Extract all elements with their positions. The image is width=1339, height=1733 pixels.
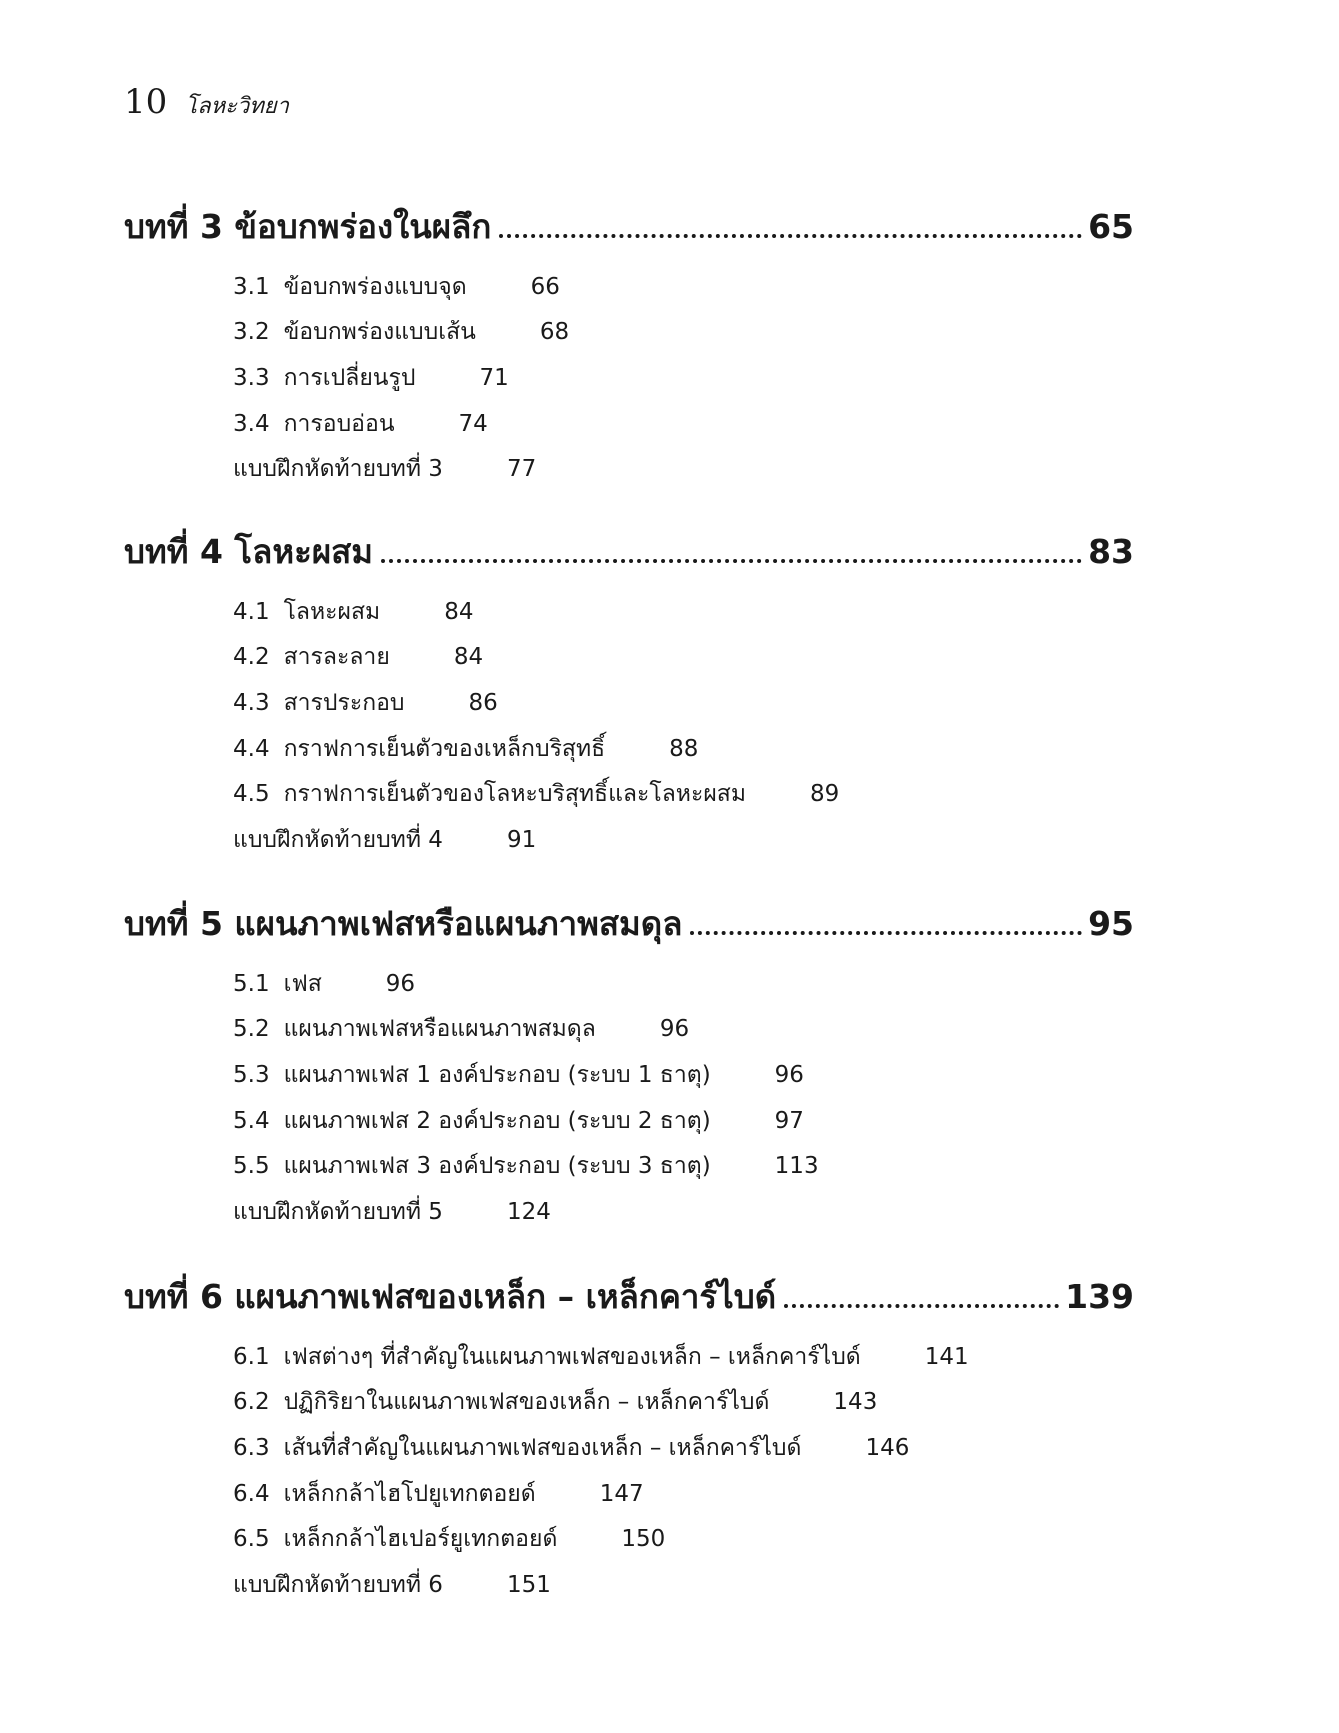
chapter-heading[interactable] <box>124 897 1134 955</box>
chapter-page-number: 95 <box>1088 904 1134 943</box>
section-title: ปฏิกิริยาในแผนภาพเฟสของเหล็ก – เหล็กคาร์ไบด์ <box>283 1389 770 1416</box>
chapter-title: บทที่ 5 แผนภาพเฟสหรือแผนภาพสมดุล <box>124 904 683 943</box>
section-number: 4.5 <box>233 781 270 808</box>
dot-leader <box>690 931 1082 935</box>
chapter-page-number: 65 <box>1088 207 1134 246</box>
section-title: เส้นที่สำคัญในแผนภาพเฟสของเหล็ก – เหล็กคาร์ไบด์ <box>283 1434 802 1461</box>
dot-leader <box>499 234 1082 238</box>
toc-entry[interactable] <box>233 1562 1133 1608</box>
section-title: โลหะผสม <box>283 598 381 625</box>
section-page-number: 77 <box>506 456 537 483</box>
section-page-number: 151 <box>506 1571 551 1598</box>
section-page-number: 74 <box>458 410 488 437</box>
chapter-title: บทที่ 6 แผนภาพเฟสของเหล็ก – เหล็กคาร์ไบด์ <box>124 1277 777 1316</box>
toc-entry[interactable] <box>233 310 1133 356</box>
section-title: แผนภาพเฟส 2 องค์ประกอบ (ระบบ 2 ธาตุ) <box>283 1107 711 1134</box>
section-number: 6.3 <box>233 1434 270 1461</box>
section-number: 3.4 <box>233 410 270 437</box>
section-number: 3.1 <box>233 273 270 300</box>
toc-entry[interactable] <box>233 680 1133 726</box>
dot-leader <box>784 1304 1059 1308</box>
section-number: 4.3 <box>233 689 270 716</box>
section-page-number: 96 <box>385 970 416 997</box>
section-number: 4.4 <box>233 735 270 762</box>
section-list <box>233 961 1133 1235</box>
section-number: 3.3 <box>233 364 270 391</box>
toc-entry[interactable] <box>233 1143 1133 1189</box>
toc-entry[interactable] <box>233 961 1133 1007</box>
chapter-heading[interactable] <box>124 1270 1134 1328</box>
section-title: เหล็กกล้าไฮโปยูเทกตอยด์ <box>283 1480 536 1507</box>
toc-entry[interactable] <box>233 1380 1133 1426</box>
dot-leader <box>381 559 1082 563</box>
section-number: 6.4 <box>233 1480 270 1507</box>
section-title: กราฟการเย็นตัวของโลหะบริสุทธิ์และโลหะผสม <box>283 781 746 808</box>
section-page-number: 96 <box>774 1061 804 1088</box>
section-title: แผนภาพเฟส 1 องค์ประกอบ (ระบบ 1 ธาตุ) <box>283 1061 711 1088</box>
section-page-number: 124 <box>506 1198 551 1225</box>
section-title: เหล็กกล้าไฮเปอร์ยูเทกตอยด์ <box>283 1526 558 1553</box>
section-page-number: 84 <box>444 598 474 625</box>
chapter-heading[interactable] <box>124 525 1134 583</box>
section-title: การเปลี่ยนรูป <box>283 364 416 391</box>
page-header <box>124 82 289 126</box>
section-title: ข้อบกพร่องแบบเส้น <box>283 319 476 346</box>
section-page-number: 150 <box>621 1526 666 1553</box>
toc-entry[interactable] <box>233 1471 1133 1517</box>
section-title: แบบฝึกหัดท้ายบทที่ 3 <box>233 456 443 483</box>
section-number: 3.2 <box>233 319 270 346</box>
toc-entry[interactable] <box>233 1189 1133 1235</box>
section-title: กราฟการเย็นตัวของเหล็กบริสุทธิ์ <box>283 735 606 762</box>
section-number: 5.1 <box>233 970 270 997</box>
toc-entry[interactable] <box>233 1098 1133 1144</box>
chapter-heading[interactable] <box>124 200 1134 258</box>
toc-entry[interactable] <box>233 1334 1133 1380</box>
toc-entry[interactable] <box>233 635 1133 681</box>
toc-entry[interactable] <box>233 1516 1133 1562</box>
section-title: สารละลาย <box>283 644 390 671</box>
section-page-number: 91 <box>506 826 537 853</box>
section-list <box>233 264 1133 492</box>
section-page-number: 97 <box>774 1107 804 1134</box>
section-number: 6.5 <box>233 1526 270 1553</box>
toc-entry[interactable] <box>233 1425 1133 1471</box>
section-number: 5.2 <box>233 1016 270 1043</box>
toc-entry[interactable] <box>233 1052 1133 1098</box>
section-page-number: 88 <box>669 735 699 762</box>
chapter-page-number: 83 <box>1088 532 1134 571</box>
section-list <box>233 589 1133 863</box>
section-number: 6.1 <box>233 1343 270 1370</box>
toc-entry[interactable] <box>233 1007 1133 1053</box>
section-number: 5.3 <box>233 1061 270 1088</box>
section-title: การอบอ่อน <box>283 410 395 437</box>
section-title: แผนภาพเฟสหรือแผนภาพสมดุล <box>283 1016 596 1043</box>
chapter-title: บทที่ 4 โลหะผสม <box>124 532 374 571</box>
running-title: โลหะวิทยา <box>185 94 289 119</box>
section-title: เฟส <box>283 970 322 997</box>
section-title: แผนภาพเฟส 3 องค์ประกอบ (ระบบ 3 ธาตุ) <box>283 1153 711 1180</box>
section-number: 4.1 <box>233 598 270 625</box>
toc-entry[interactable] <box>233 264 1133 310</box>
section-page-number: 68 <box>539 319 570 346</box>
toc-entry[interactable] <box>233 771 1133 817</box>
section-number: 6.2 <box>233 1389 270 1416</box>
section-page-number: 89 <box>810 781 840 808</box>
section-page-number: 71 <box>479 364 509 391</box>
section-page-number: 86 <box>468 689 498 716</box>
section-title: แบบฝึกหัดท้ายบทที่ 5 <box>233 1198 443 1225</box>
section-page-number: 141 <box>924 1343 969 1370</box>
toc-entry[interactable] <box>233 355 1133 401</box>
toc-entry[interactable] <box>233 817 1133 863</box>
chapter-page-number: 139 <box>1065 1277 1134 1316</box>
section-title: ข้อบกพร่องแบบจุด <box>283 273 467 300</box>
section-page-number: 84 <box>453 644 484 671</box>
section-title: แบบฝึกหัดท้ายบทที่ 6 <box>233 1571 443 1598</box>
section-page-number: 96 <box>659 1016 690 1043</box>
section-page-number: 147 <box>599 1480 644 1507</box>
chapter-title: บทที่ 3 ข้อบกพร่องในผลึก <box>124 207 492 246</box>
toc-entry[interactable] <box>233 589 1133 635</box>
section-page-number: 146 <box>865 1434 910 1461</box>
section-title: สารประกอบ <box>283 689 405 716</box>
section-page-number: 66 <box>530 273 560 300</box>
section-page-number: 143 <box>833 1389 878 1416</box>
toc-entry[interactable] <box>233 401 1133 447</box>
section-number: 5.4 <box>233 1107 270 1134</box>
section-page-number: 113 <box>774 1153 819 1180</box>
section-number: 5.5 <box>233 1153 270 1180</box>
section-number: 4.2 <box>233 644 270 671</box>
section-title: เฟสต่างๆ ที่สำคัญในแผนภาพเฟสของเหล็ก – เหล็กคาร์ไบด์ <box>283 1343 861 1370</box>
page-number: 10 <box>124 82 168 122</box>
toc-entry[interactable] <box>233 726 1133 772</box>
section-title: แบบฝึกหัดท้ายบทที่ 4 <box>233 826 443 853</box>
section-list <box>233 1334 1133 1608</box>
toc-entry[interactable] <box>233 446 1133 492</box>
